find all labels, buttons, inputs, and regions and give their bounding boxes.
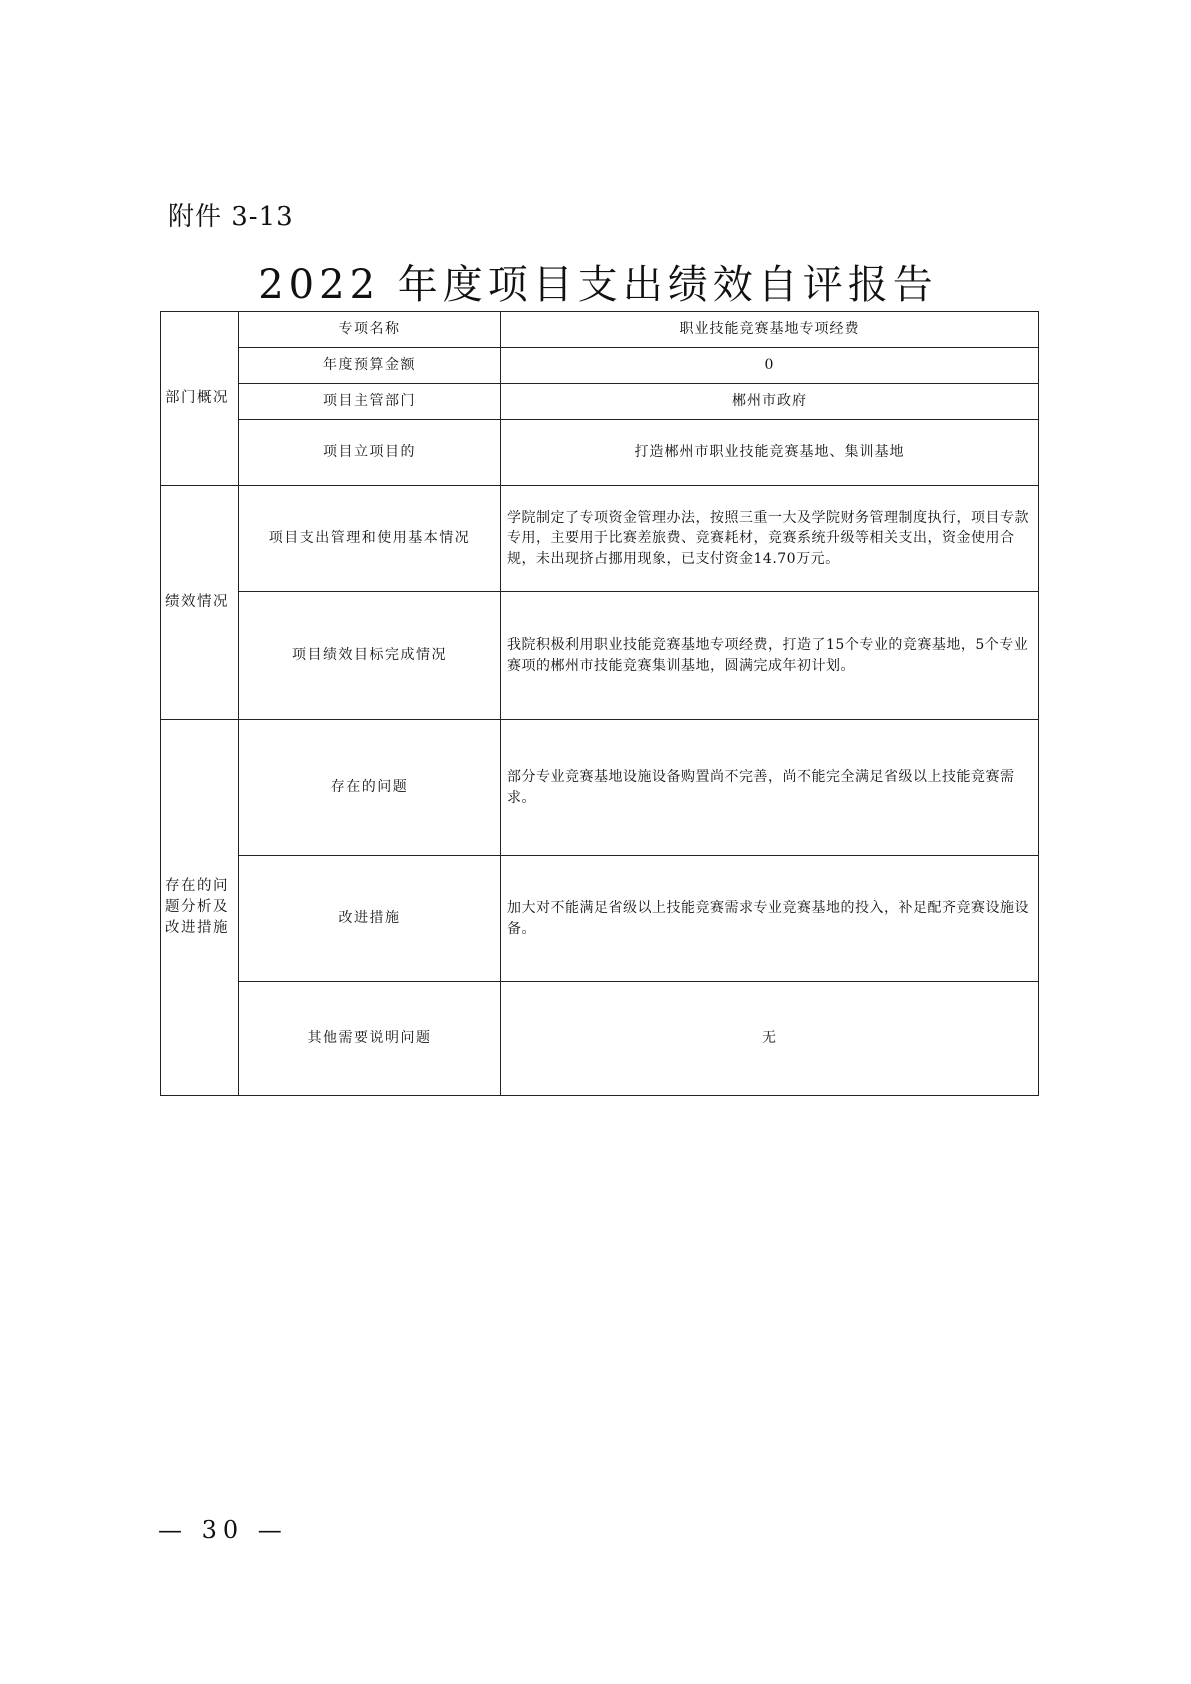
row-label: 项目主管部门 [239, 384, 501, 420]
table-row [161, 720, 1039, 856]
row-value: 加大对不能满足省级以上技能竞赛需求专业竞赛基地的投入，补足配齐竞赛设施设备。 [501, 856, 1039, 982]
row-label: 存在的问题 [239, 720, 501, 856]
attachment-label: 附件 3-13 [168, 202, 294, 232]
row-label: 其他需要说明问题 [239, 982, 501, 1096]
row-value: 学院制定了专项资金管理办法，按照三重一大及学院财务管理制度执行，项目专款专用，主要用于比赛差旅费、竞赛耗材，竞赛系统升级等相关支出，资金使用合规，未出现挤占挪用现象，已支付资金14.70万元。 [501, 486, 1039, 592]
row-value: 无 [501, 982, 1039, 1096]
row-label: 专项名称 [239, 312, 501, 348]
page-number: — 30 — [158, 1516, 288, 1544]
row-value: 职业技能竞赛基地专项经费 [501, 312, 1039, 348]
section-department-overview: 部门概况 [161, 312, 239, 486]
table-row [161, 592, 1039, 720]
row-value: 打造郴州市职业技能竞赛基地、集训基地 [501, 420, 1039, 486]
row-value: 部分专业竞赛基地设施设备购置尚不完善，尚不能完全满足省级以上技能竞赛需求。 [501, 720, 1039, 856]
self-evaluation-table [160, 311, 1039, 1096]
row-value: 我院积极利用职业技能竞赛基地专项经费，打造了15个专业的竞赛基地，5个专业赛项的郴州市技能竞赛集训基地，圆满完成年初计划。 [501, 592, 1039, 720]
table-row [161, 420, 1039, 486]
table-row [161, 856, 1039, 982]
row-value: 郴州市政府 [501, 384, 1039, 420]
table-row [161, 486, 1039, 592]
table-row [161, 982, 1039, 1096]
section-issues: 存在的问题分析及改进措施 [161, 720, 239, 1096]
table-row [161, 312, 1039, 348]
row-label: 项目绩效目标完成情况 [239, 592, 501, 720]
row-label: 项目立项目的 [239, 420, 501, 486]
row-label: 年度预算金额 [239, 348, 501, 384]
row-label: 改进措施 [239, 856, 501, 982]
table-row [161, 348, 1039, 384]
row-value: 0 [501, 348, 1039, 384]
section-performance: 绩效情况 [161, 486, 239, 720]
table-row [161, 384, 1039, 420]
row-label: 项目支出管理和使用基本情况 [239, 486, 501, 592]
page-title: 2022 年度项目支出绩效自评报告 [258, 262, 938, 308]
